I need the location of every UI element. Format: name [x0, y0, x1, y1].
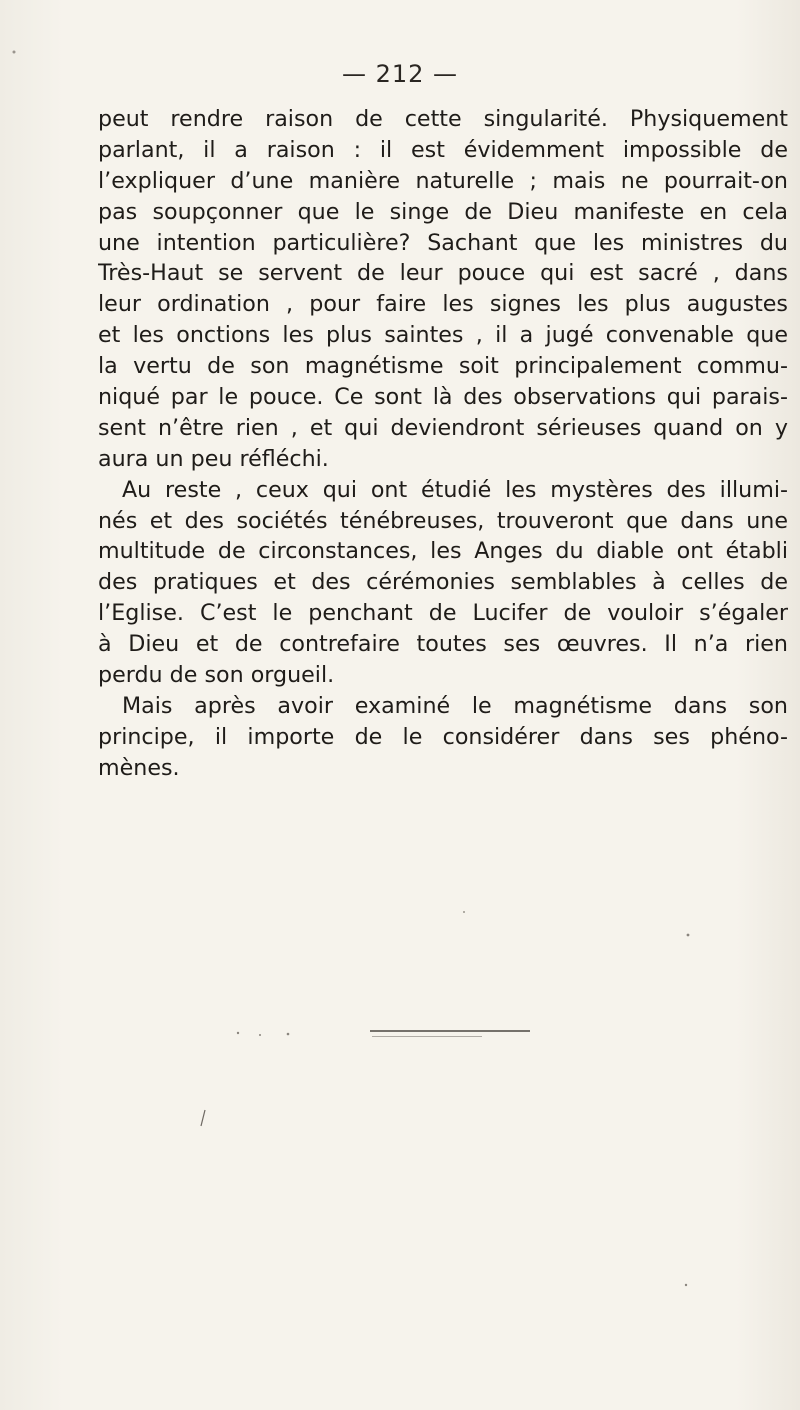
page-number: — 212 — — [341, 60, 459, 88]
text-line: pas soupçonner que le singe de Dieu manifeste en cela — [98, 198, 788, 225]
speck — [287, 1033, 290, 1036]
text-line: sent n’être rien , et qui deviendront sérieuses quand on y — [98, 414, 788, 441]
text-line: multitude de circonstances, les Anges du diable ont établi — [98, 538, 788, 565]
text-line: niqué par le pouce. Ce sont là des observations qui parais- — [98, 384, 788, 411]
text-line: à Dieu et de contrefaire toutes ses œuvres. Il n’a rien — [98, 631, 788, 658]
text-line: Au reste , ceux qui ont étudié les mystères des illumi- — [122, 476, 788, 503]
text-line: Mais après avoir examiné le magnétisme dans son — [122, 692, 788, 719]
text-line: peut rendre raison de cette singularité. Physiquement — [98, 106, 788, 132]
text-line: l’Eglise. C’est le penchant de Lucifer de vouloir s’égaler — [98, 600, 788, 627]
speck — [259, 1034, 261, 1036]
speck — [685, 1284, 687, 1286]
speck — [463, 911, 465, 913]
speck — [237, 1032, 239, 1034]
speck — [13, 51, 16, 54]
text-line: mènes. — [98, 754, 180, 781]
text-line: la vertu de son magnétisme soit principalement commu- — [98, 353, 788, 380]
text-line: perdu de son orgueil. — [98, 662, 335, 689]
speck — [201, 1110, 205, 1126]
speck — [687, 934, 690, 937]
text-line: leur ordination , pour faire les signes les plus augustes — [98, 291, 788, 318]
text-line: l’expliquer d’une manière naturelle ; mais ne pourrait-on — [98, 167, 788, 194]
text-line: parlant, il a raison : il est évidemment impossible de — [98, 136, 788, 163]
text-line: et les onctions les plus saintes , il a jugé convenable que — [98, 322, 788, 349]
text-line: aura un peu réfléchi. — [98, 445, 329, 472]
text-line: Très-Haut se servent de leur pouce qui est sacré , dans — [98, 260, 788, 287]
text-line: principe, il importe de le considérer dans ses phéno- — [98, 723, 788, 750]
text-line: nés et des sociétés ténébreuses, trouveront que dans une — [98, 507, 788, 534]
text-line: des pratiques et des cérémonies semblables à celles de — [98, 569, 788, 596]
text-line: une intention particulière? Sachant que les ministres du — [98, 229, 788, 256]
